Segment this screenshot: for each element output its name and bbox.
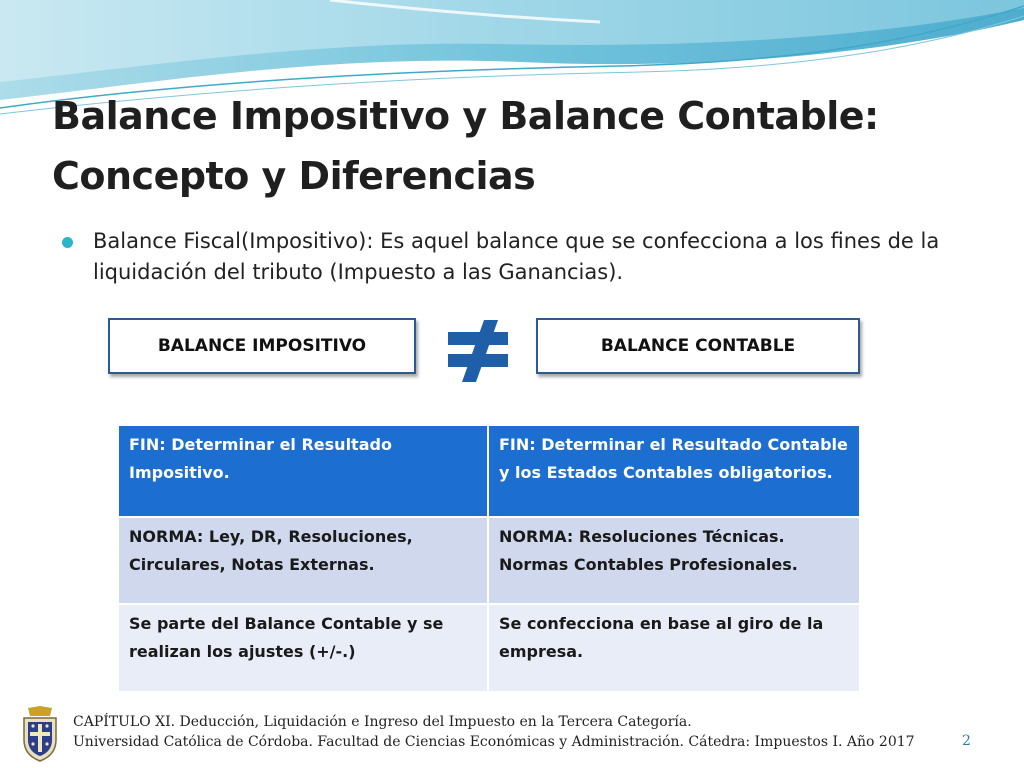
footer: [73, 712, 953, 752]
footer-university-line: Universidad Católica de Córdoba. Facultad de Ciencias Económicas y Administración. Cátedra: Impuestos I. Año 2017: [73, 734, 915, 750]
table-row: [118, 425, 860, 517]
slide-title-line-2: Concepto y Diferencias: [52, 154, 536, 198]
table-cell: Se confecciona en base al giro de la empresa.: [488, 604, 860, 692]
bullet-dot-icon: [62, 237, 73, 248]
not-equal-icon: [446, 318, 512, 384]
bullet-text: Balance Fiscal(Impositivo): Es aquel balance que se confecciona a los fines de la liquidación del tributo (Impuesto a las Ganancias).: [93, 229, 940, 284]
table-cell: FIN: Determinar el Resultado Impositivo.: [118, 425, 488, 517]
comparison-table: [117, 424, 861, 693]
footer-chapter-line: CAPÍTULO XI. Deducción, Liquidación e Ingreso del Impuesto en la Tercera Categoría.: [73, 714, 692, 730]
page-number: 2: [962, 733, 971, 749]
slide-title: [52, 86, 992, 206]
table-row: [118, 604, 860, 692]
table-cell: Se parte del Balance Contable y se realizan los ajustes (+/-.): [118, 604, 488, 692]
table-cell: NORMA: Resoluciones Técnicas. Normas Contables Profesionales.: [488, 517, 860, 604]
table-cell: FIN: Determinar el Resultado Contable y los Estados Contables obligatorios.: [488, 425, 860, 517]
bullet-item: [60, 226, 970, 288]
table-row: [118, 517, 860, 604]
box-balance-impositivo: BALANCE IMPOSITIVO: [108, 318, 416, 374]
university-crest-icon: [20, 706, 60, 762]
box-balance-contable: BALANCE CONTABLE: [536, 318, 860, 374]
slide-title-line-1: Balance Impositivo y Balance Contable:: [52, 94, 879, 138]
table-cell: NORMA: Ley, DR, Resoluciones, Circulares, Notas Externas.: [118, 517, 488, 604]
